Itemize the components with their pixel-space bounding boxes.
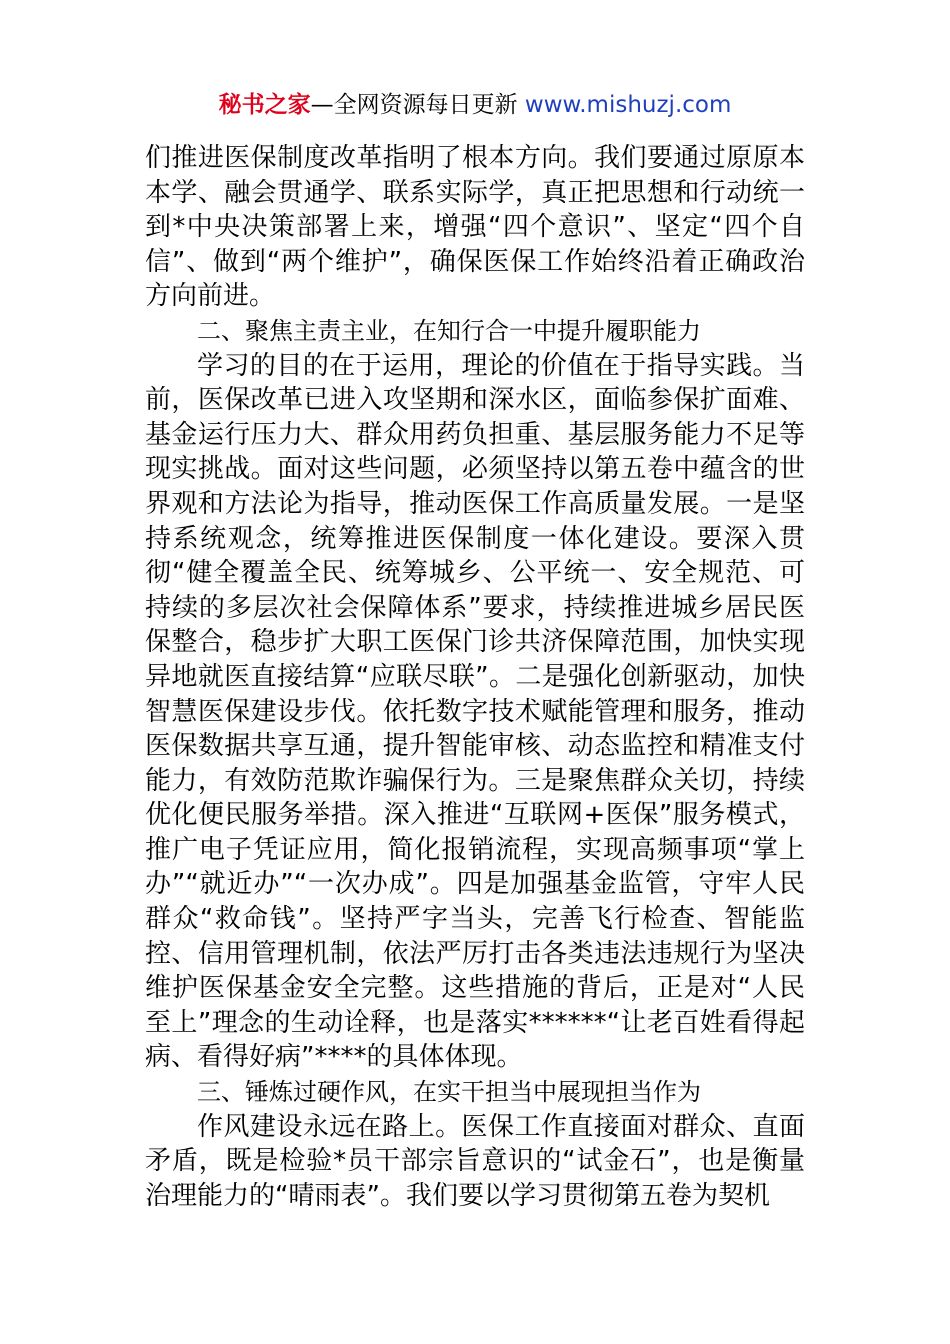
document-body xyxy=(145,141,805,1213)
header-tagline: —全网资源每日更新 xyxy=(310,92,525,118)
site-brand: 秘书之家 xyxy=(218,92,311,118)
site-url: www.mishuzj.com xyxy=(524,92,732,118)
section-heading: 三、锤炼过硬作风，在实干担当中展现担当作为 xyxy=(197,1078,701,1107)
body-paragraph: 学习的目的在于运用，理论的价值在于指导实践。当前，医保改革已进入攻坚期和深水区，面临参保扩面难、基金运行压力大、群众用药负担重、基层服务能力不足等现实挑战。面对这些问题，必须坚持以第五卷中蕴含的世界观和方法论为指导，推动医保工作高质量发展。一是坚持系统观念，统筹推进医保制度一体化建设。要深入贯彻“健全覆盖全民、统筹城乡、公平统一、安全规范、可持续的多层次社会保障体系”要求，持续推进城乡居民医保整合，稳步扩大职工医保门诊共济保障范围，加快实现异地就医直接结算“应联尽联”。二是强化创新驱动，加快智慧医保建设步伐。依托数字技术赋能管理和服务，推动医保数据共享互通，提升智能审核、动态监控和精准支付能力，有效防范欺诈骗保行为。三是聚焦群众关切，持续优化便民服务举措。深入推进“互联网+医保”服务模式，推广电子凭证应用，简化报销流程，实现高频事项“掌上办”“就近办”“一次办成”。四是加强基金监管，守牢人民群众“救命钱”。坚持严字当头，完善飞行检查、智能监控、信用管理机制，依法严厉打击各类违法违规行为坚决维护医保基金安全完整。这些措施的背后，正是对“人民至上”理念的生动诠释，也是落实******“让老百姓看得起病、看得好病”****的具体体现。 xyxy=(145,350,805,1073)
page-header xyxy=(0,90,950,120)
body-paragraph: 作风建设永远在路上。医保工作直接面对群众、直面矛盾，既是检验*员干部宗旨意识的“试金石”，也是衡量治理能力的“晴雨表”。我们要以学习贯彻第五卷为契机 xyxy=(145,1111,805,1211)
section-heading: 二、聚焦主责主业，在知行合一中提升履职能力 xyxy=(197,316,701,345)
body-paragraph: 们推进医保制度改革指明了根本方向。我们要通过原原本本学、融会贯通学、联系实际学，真正把思想和行动统一到*中央决策部署上来，增强“四个意识”、坚定“四个自信”、做到“两个维护”，确保医保工作始终沿着正确政治方向前进。 xyxy=(145,143,805,312)
